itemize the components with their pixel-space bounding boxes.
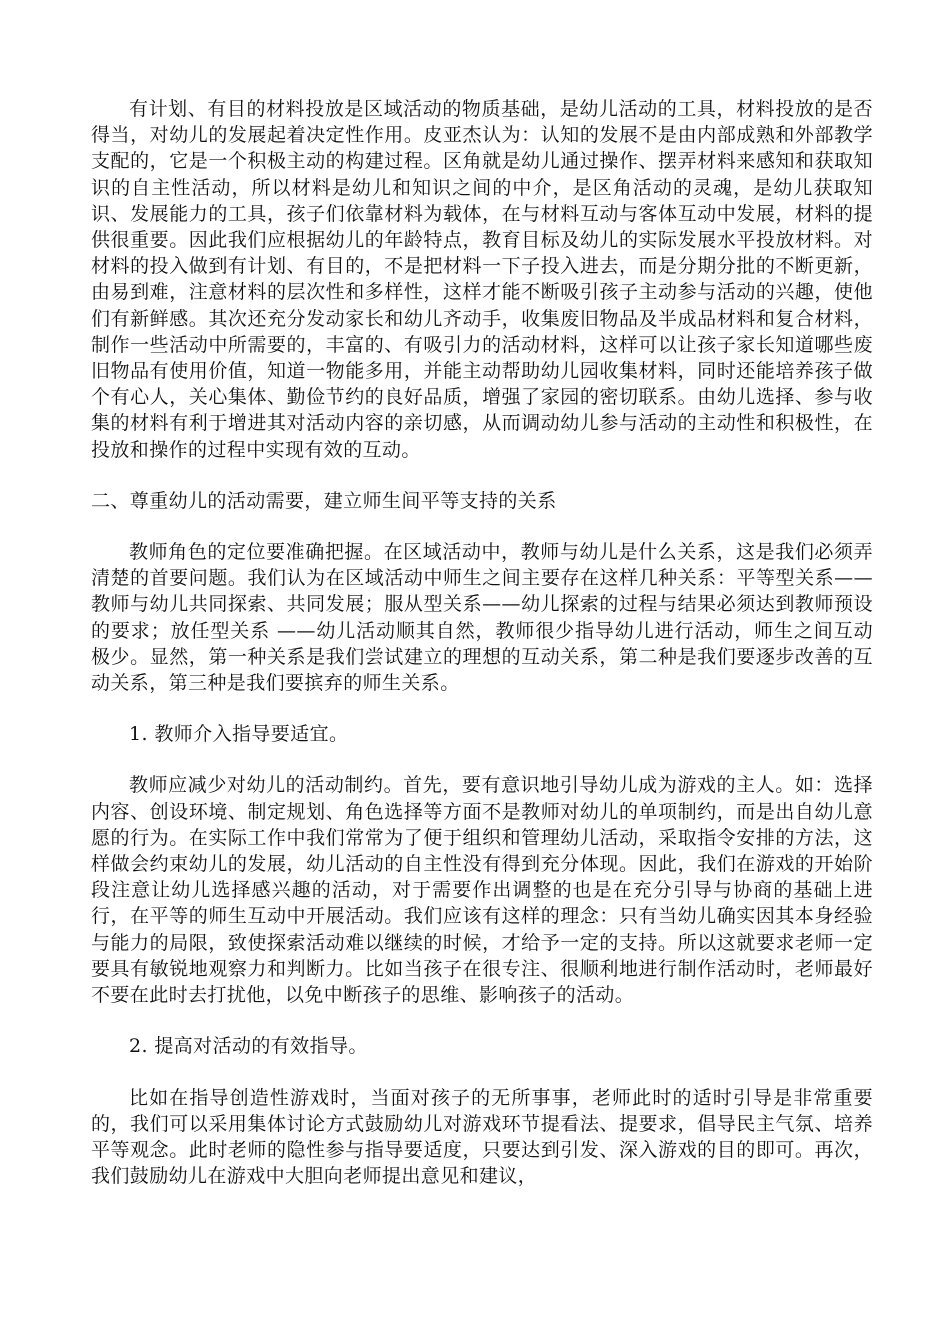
paragraph-gap <box>91 1008 873 1033</box>
paragraph-gap <box>91 1060 873 1085</box>
subheading-2: 2. 提高对活动的有效指导。 <box>129 1035 368 1058</box>
paragraph-reduce-constraints: 教师应减少对幼儿的活动制约。首先，要有意识地引导幼儿成为游戏的主人。如：选择内容、创设环境、制定规划、角色选择等方面不是教师对幼儿的单项制约，而是出自幼儿意愿的行为。在实际工作中我们常常为了便于组织和管理幼儿活动，采取指令安排的方法，这样做会约束幼儿的发展，幼儿活动的自主性没有得到充分体现。因此，我们在游戏的开始阶段注意让幼儿选择感兴趣的活动，对于需要作出调整的也是在充分引导与协商的基础上进行，在平等的师生互动中开展活动。我们应该有这样的理念：只有当幼儿确实因其本身经验与能力的局限，致使探索活动难以继续的时候，才给予一定的支持。所以这就要求老师一定要具有敏锐地观察力和判断力。比如当孩子在很专注、很顺利地进行制作活动时，老师最好不要在此时去打扰他，以免中断孩子的思维、影响孩子的活动。 <box>91 774 873 1007</box>
paragraph-gap <box>91 463 873 488</box>
paragraph-gap <box>91 696 873 721</box>
subheading-1: 1. 教师介入指导要适宜。 <box>129 723 349 746</box>
section-heading-2: 二、尊重幼儿的活动需要，建立师生间平等支持的关系 <box>91 489 557 512</box>
paragraph-teacher-role: 教师角色的定位要准确把握。在区域活动中，教师与幼儿是什么关系，这是我们必须弄清楚的首要问题。我们认为在区域活动中师生之间主要存在这样几种关系：平等型关系——教师与幼儿共同探索、共同发展；服从型关系——幼儿探索的过程与结果必须达到教师预设的要求；放任型关系 ——幼儿活动顺其自然，教师很少指导幼儿进行活动，师生之间互动极少。显然，第一种关系是我们尝试建立的理想的互动关系，第二种是我们要逐步改善的互动关系，第三种是我们要摈弃的师生关系。 <box>91 541 873 695</box>
document-page <box>91 96 873 1189</box>
paragraph-gap <box>91 747 873 772</box>
paragraph-materials: 有计划、有目的材料投放是区域活动的物质基础，是幼儿活动的工具，材料投放的是否得当，对幼儿的发展起着决定性作用。皮亚杰认为：认知的发展不是由内部成熟和外部教学支配的，它是一个积极主动的构建过程。区角就是幼儿通过操作、摆弄材料来感知和获取知识的自主性活动，所以材料是幼儿和知识之间的中介，是区角活动的灵魂，是幼儿获取知识、发展能力的工具，孩子们依靠材料为载体，在与材料互动与客体互动中发展，材料的提供很重要。因此我们应根据幼儿的年龄特点，教育目标及幼儿的实际发展水平投放材料。对材料的投入做到有计划、有目的，不是把材料一下子投入进去，而是分期分批的不断更新，由易到难，注意材料的层次性和多样性，这样才能不断吸引孩子主动参与活动的兴趣，使他们有新鲜感。其次还充分发动家长和幼儿齐动手，收集废旧物品及半成品材料和复合材料，制作一些活动中所需要的，丰富的、有吸引力的活动材料，这样可以让孩子家长知道哪些废旧物品有使用价值，知道一物能多用，并能主动帮助幼儿园收集材料，同时还能培养孩子做个有心人，关心集体、勤俭节约的良好品质，增强了家园的密切联系。由幼儿选择、参与收集的材料有利于增进其对活动内容的亲切感，从而调动幼儿参与活动的主动性和积极性，在投放和操作的过程中实现有效的互动。 <box>91 98 873 461</box>
paragraph-effective-guidance: 比如在指导创造性游戏时，当面对孩子的无所事事，老师此时的适时引导是非常重要的，我们可以采用集体讨论方式鼓励幼儿对游戏环节提看法、提要求，倡导民主气氛、培养平等观念。此时老师的隐性参与指导要适度，只要达到引发、深入游戏的目的即可。再次，我们鼓励幼儿在游戏中大胆向老师提出意见和建议， <box>91 1086 873 1188</box>
paragraph-gap <box>91 514 873 539</box>
